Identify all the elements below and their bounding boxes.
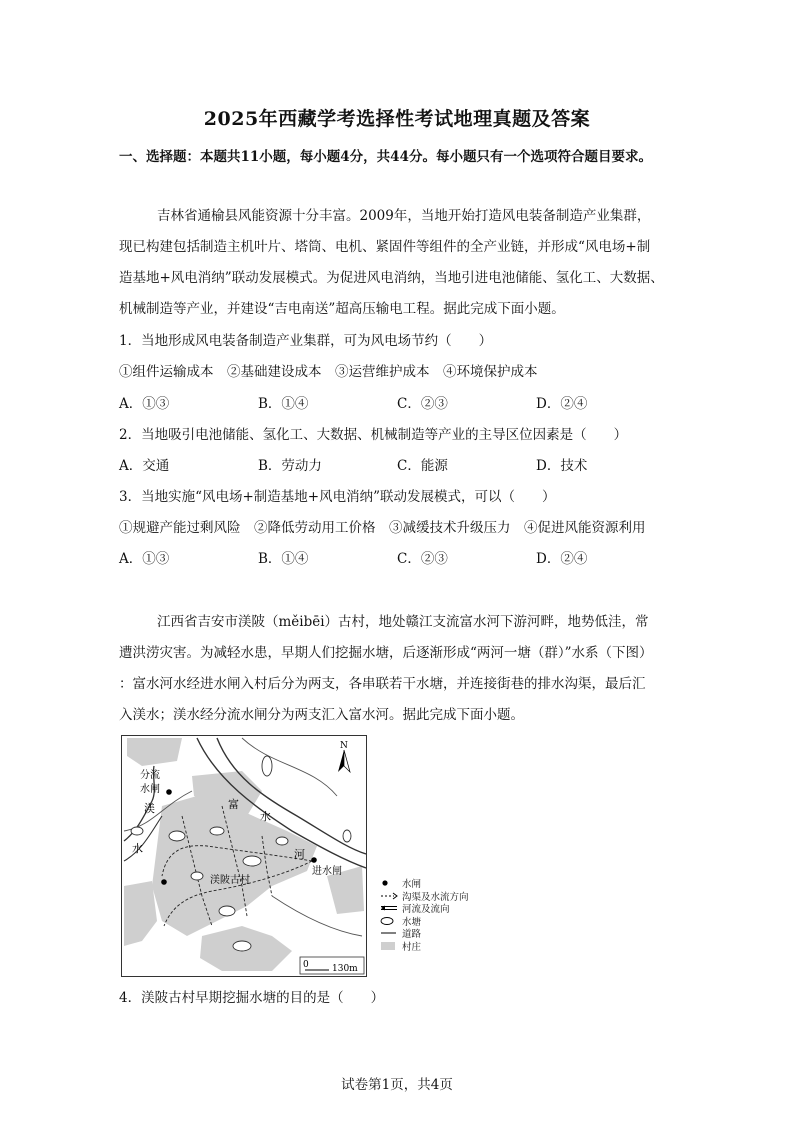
q2-stem: 2．当地吸引电池储能、氢化工、大数据、机械制造等产业的主导区位因素是（ ） xyxy=(119,427,628,443)
q1-items: ①组件运输成本 ②基础建设成本 ③运营维护成本 ④环境保护成本 xyxy=(119,364,538,380)
label-village: 渼陂古村 xyxy=(210,875,250,886)
sluice-fenliu xyxy=(166,789,172,795)
sluice-inlet xyxy=(311,857,317,863)
q3-option-a[interactable]: A．①③ xyxy=(119,551,170,567)
village-map xyxy=(121,735,367,977)
legend-village-label: 村庄 xyxy=(402,941,422,953)
legend-ditch-label: 沟渠及水流方向 xyxy=(402,891,469,903)
label-jinshuizha: 进水闸 xyxy=(312,866,342,877)
village-swatch-icon xyxy=(380,941,398,956)
pond xyxy=(169,831,185,841)
q1-stem: 1．当地形成风电装备制造产业集群，可为风电场节约（ ） xyxy=(119,333,493,349)
pond xyxy=(276,837,288,845)
legend-village xyxy=(380,942,469,955)
label-fenliu-1: 分流 xyxy=(140,770,160,781)
pond xyxy=(343,830,351,842)
pond xyxy=(219,906,235,916)
q3-stem: 3．当地实施“风电场+制造基地+风电消纳”联动发展模式，可以（ ） xyxy=(119,489,556,505)
label-meishui-2: 水 xyxy=(132,842,143,855)
q2-option-d[interactable]: D．技术 xyxy=(536,458,588,474)
village-area-top xyxy=(127,738,182,766)
q1-option-d[interactable]: D．②④ xyxy=(536,396,588,412)
q3-option-d[interactable]: D．②④ xyxy=(536,551,588,567)
label-fushuihe-1: 富 xyxy=(228,798,239,811)
passage2-line-2: 遭洪涝灾害。为减轻水患，早期人们挖掘水塘，后逐渐形成“两河一塘（群）”水系（下图） xyxy=(119,645,653,661)
sluice-lower xyxy=(161,879,167,885)
q3-option-c[interactable]: C．②③ xyxy=(397,551,448,567)
q2-option-b[interactable]: B．劳动力 xyxy=(258,458,322,474)
scale-zero: 0 xyxy=(303,960,309,970)
passage1-line-1: 吉林省通榆县风能资源十分丰富。2009年，当地开始打造风电装备制造产业集群， xyxy=(157,208,651,224)
north-arrow xyxy=(338,741,350,772)
passage1-line-4: 机械制造等产业，并建设“吉电南送”超高压输电工程。据此完成下面小题。 xyxy=(119,301,565,317)
legend-sluice-label: 水闸 xyxy=(402,879,422,890)
passage2-line-3: ：富水河水经进水闸入村后分为两支，各串联若干水塘，并连接街巷的排水沟渠，最后汇 xyxy=(119,676,646,692)
page-title: 2025年西藏学考选择性考试地理真题及答案 xyxy=(203,108,591,130)
village-area-main xyxy=(152,796,317,936)
pond xyxy=(233,941,251,951)
pond xyxy=(243,856,261,866)
pond xyxy=(262,756,272,776)
legend-river-label: 河流及流向 xyxy=(402,904,450,916)
q4-stem: 4．渼陂古村早期挖掘水塘的目的是（ ） xyxy=(119,990,385,1006)
q1-option-b[interactable]: B．①④ xyxy=(258,396,309,412)
page-footer: 试卷第1页，共4页 xyxy=(341,1077,453,1093)
map-legend xyxy=(380,879,469,955)
label-fushuihe-3: 河 xyxy=(294,848,305,861)
q1-option-a[interactable]: A．①③ xyxy=(119,396,170,412)
passage1-line-2: 现已构建包括制造主机叶片、塔筒、电机、紧固件等组件的全产业链，并形成“风电场+制 xyxy=(119,239,651,255)
section-heading: 一、选择题：本题共11小题，每小题4分，共44分。每小题只有一个选项符合题目要求。 xyxy=(119,149,652,165)
pond xyxy=(210,827,224,835)
pond xyxy=(191,872,203,880)
legend-road-label: 道路 xyxy=(402,929,422,941)
village-area-west xyxy=(124,881,157,946)
pond xyxy=(131,827,143,835)
label-fenliu-2: 水闸 xyxy=(140,784,160,795)
label-fushuihe-2: 水 xyxy=(260,810,271,823)
passage1-line-3: 造基地+风电消纳”联动发展模式。为促进风电消纳，当地引进电池储能、氢化工、大数据、 xyxy=(119,270,664,286)
label-meishui-1: 渼 xyxy=(144,802,155,815)
north-label: N xyxy=(340,741,348,751)
q3-option-b[interactable]: B．①④ xyxy=(258,551,309,567)
scale-dist: 130m xyxy=(332,964,358,974)
q2-option-c[interactable]: C．能源 xyxy=(397,458,448,474)
passage2-line-1: 江西省吉安市渼陂（měibēi）古村，地处赣江支流富水河下游河畔，地势低洼，常 xyxy=(157,614,649,630)
passage2-line-4: 入渼水；渼水经分流水闸分为两支汇入富水河。据此完成下面小题。 xyxy=(119,707,524,723)
legend-pond-label: 水塘 xyxy=(402,916,422,928)
q2-option-a[interactable]: A．交通 xyxy=(119,458,170,474)
q3-items: ①规避产能过剩风险 ②降低劳动用工价格 ③减缓技术升级压力 ④促进风能资源利用 xyxy=(119,520,646,536)
q1-option-c[interactable]: C．②③ xyxy=(397,396,448,412)
